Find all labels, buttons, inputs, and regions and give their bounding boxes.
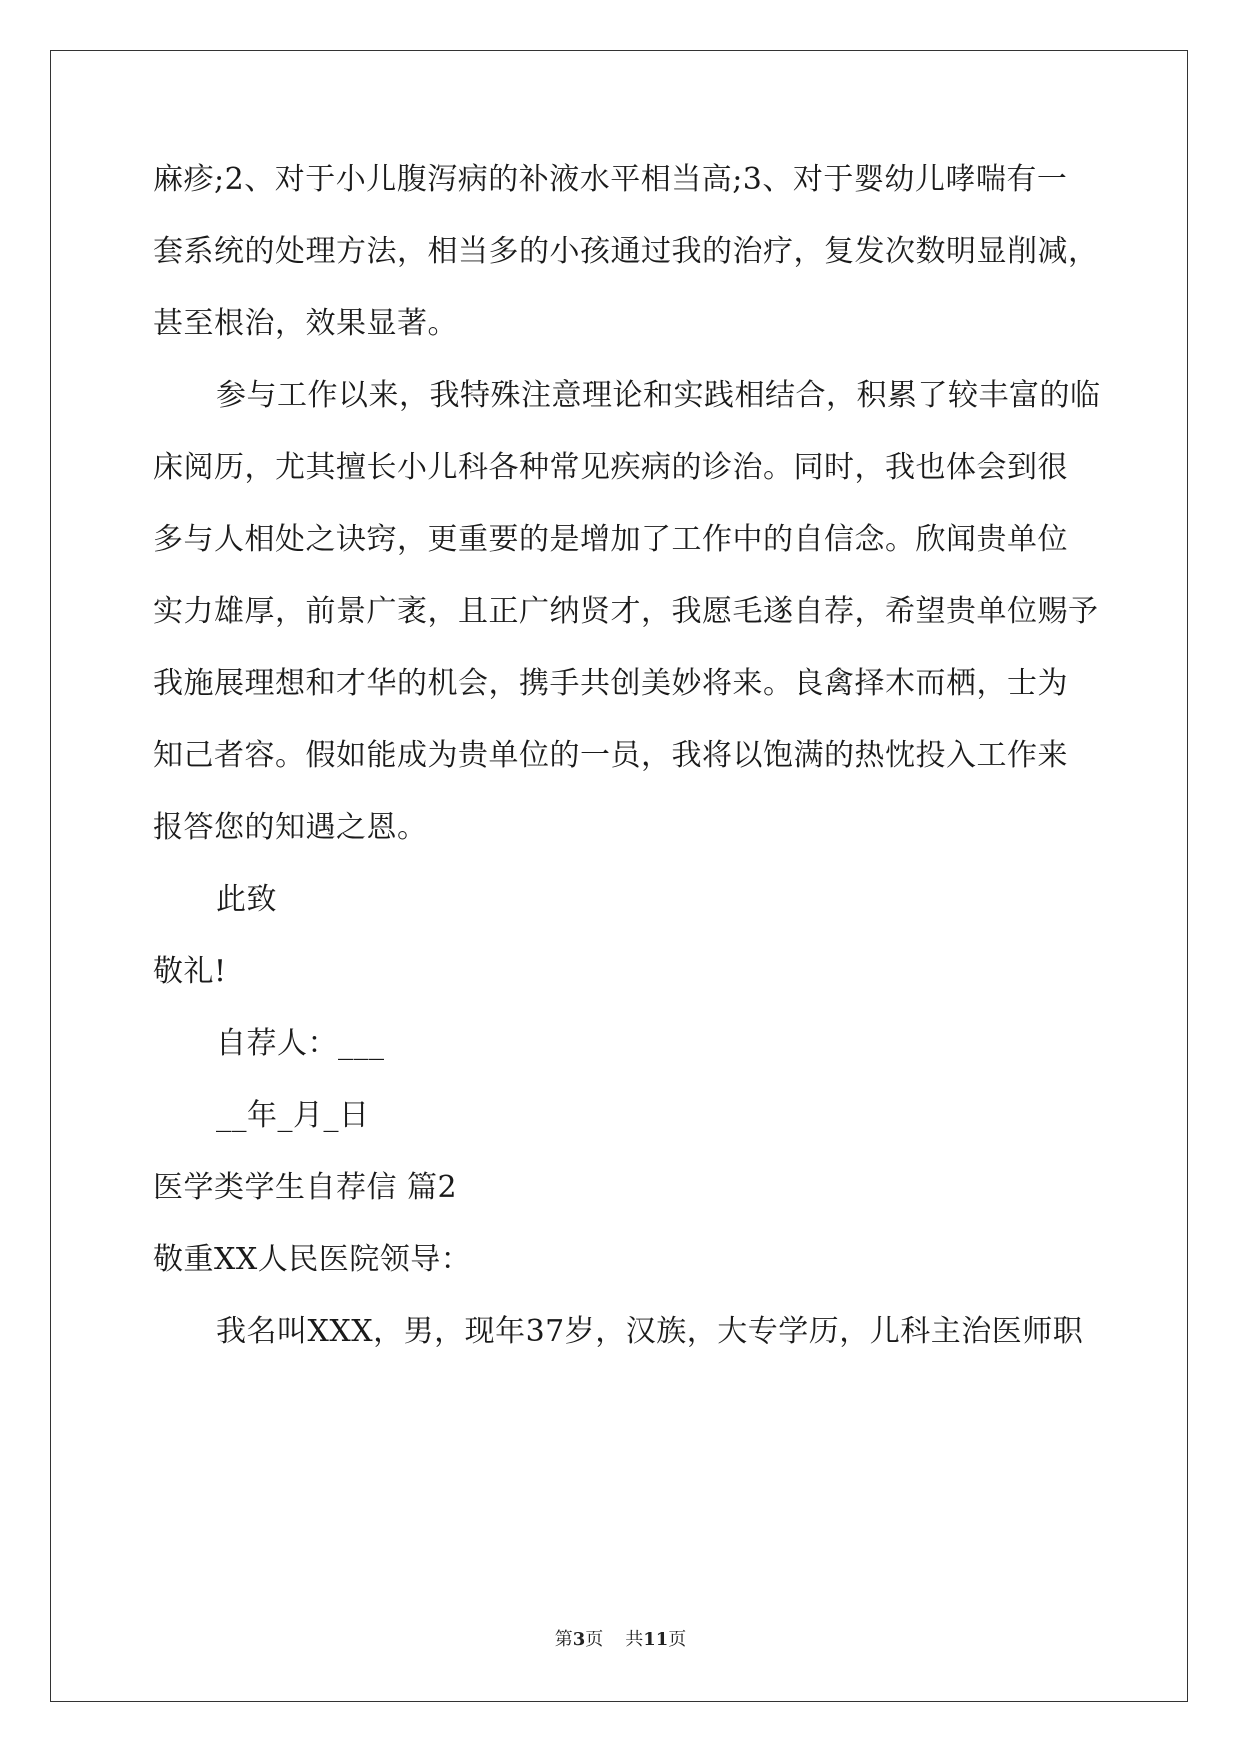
body-line: 床阅历，尤其擅长小儿科各种常见疾病的诊治。同时，我也体会到很 (153, 450, 1068, 485)
body-line: 套系统的处理方法，相当多的小孩通过我的治疗，复发次数明显削减， (153, 234, 1099, 269)
page-footer (0, 1628, 1241, 1652)
page-prefix: 第 (554, 1629, 573, 1650)
body-line: 知己者容。假如能成为贵单位的一员，我将以饱满的热忱投入工作来 (153, 738, 1068, 773)
total-pages: 11 (643, 1629, 669, 1650)
page-number: 3 (572, 1629, 586, 1650)
body-line: 我施展理想和才华的机会，携手共创美妙将来。良禽择木而栖，士为 (153, 666, 1068, 701)
closing-regards: 敬礼! (153, 954, 227, 989)
body-line: 实力雄厚，前景广袤，且正广纳贤才，我愿毛遂自荐，希望贵单位赐予 (153, 594, 1099, 629)
total-suffix: 页 (668, 1629, 687, 1650)
body-line: 甚至根治，效果显著。 (153, 306, 458, 341)
page-frame (50, 50, 1188, 1702)
paragraph-start: 参与工作以来，我特殊注意理论和实践相结合，积累了较丰富的临 (216, 378, 1101, 413)
page-suffix: 页 (585, 1629, 604, 1650)
body-line: 多与人相处之诀窍，更重要的是增加了工作中的自信念。欣闻贵单位 (153, 522, 1068, 557)
total-prefix: 共 (625, 1629, 644, 1650)
section-heading: 医学类学生自荐信 篇2 (153, 1170, 458, 1205)
body-line: 麻疹;2、对于小儿腹泻病的补液水平相当高;3、对于婴幼儿哮喘有一 (153, 162, 1068, 197)
paragraph-start: 我名叫XXX，男，现年37岁，汉族，大专学历，儿科主治医师职 (216, 1314, 1084, 1349)
body-line: 报答您的知遇之恩。 (153, 810, 428, 845)
closing-salutation: 此致 (216, 882, 277, 917)
letter-greeting: 敬重XX人民医院领导： (153, 1242, 472, 1277)
signature-line: 自荐人：___ (216, 1026, 385, 1061)
date-line: __年_月_日 (216, 1098, 370, 1133)
